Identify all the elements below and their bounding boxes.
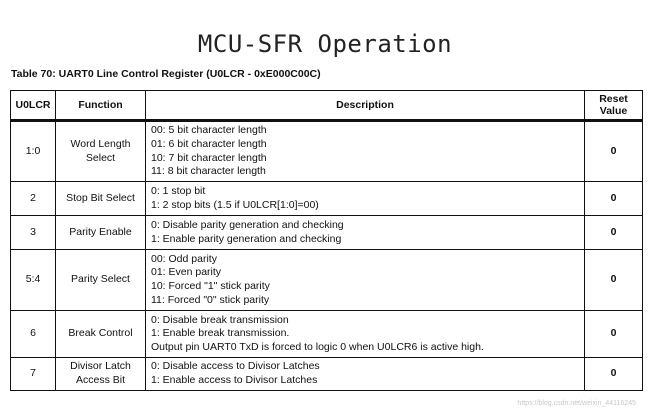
table-header-row bbox=[11, 91, 643, 121]
watermark: https://blog.csdn.net/weixin_44116245 bbox=[517, 400, 636, 407]
description-line: 0: Disable break transmission bbox=[151, 313, 289, 326]
cell-reset-value: 0 bbox=[585, 311, 643, 358]
cell-description bbox=[146, 216, 585, 250]
cell-function: Stop Bit Select bbox=[56, 182, 146, 216]
description-line: 1: Enable break transmission. bbox=[151, 327, 290, 340]
table-caption: Table 70: UART0 Line Control Register (U0LCR - 0xE000C00C) bbox=[11, 68, 321, 80]
header-description: Description bbox=[146, 91, 585, 121]
cell-reset-value: 0 bbox=[585, 250, 643, 311]
cell-description bbox=[146, 311, 585, 358]
header-reset-value bbox=[585, 91, 643, 121]
cell-bits: 2 bbox=[11, 182, 56, 216]
cell-description bbox=[146, 358, 585, 391]
cell-reset-value: 0 bbox=[585, 216, 643, 250]
cell-bits: 3 bbox=[11, 216, 56, 250]
cell-function: Break Control bbox=[56, 311, 146, 358]
cell-description bbox=[146, 121, 585, 182]
description-line: 00: 5 bit character length bbox=[151, 124, 267, 137]
table-row bbox=[11, 250, 643, 311]
slide-title: MCU-SFR Operation bbox=[197, 30, 453, 58]
description-line: 0: Disable parity generation and checking bbox=[151, 218, 344, 231]
cell-function: Word Length Select bbox=[56, 121, 146, 182]
cell-description bbox=[146, 182, 585, 216]
table-row bbox=[11, 216, 643, 250]
cell-reset-value: 0 bbox=[585, 182, 643, 216]
cell-function: Parity Select bbox=[56, 250, 146, 311]
cell-bits: 6 bbox=[11, 311, 56, 358]
description-line: 00: Odd parity bbox=[151, 252, 217, 265]
description-line: 10: 7 bit character length bbox=[151, 151, 267, 164]
cell-reset-value: 0 bbox=[585, 358, 643, 391]
description-line: Output pin UART0 TxD is forced to logic 0 when U0LCR6 is active high. bbox=[151, 340, 484, 353]
description-line: 1: 2 stop bits (1.5 if U0LCR[1:0]=00) bbox=[151, 198, 319, 211]
description-line: 11: 8 bit character length bbox=[151, 165, 266, 178]
description-line: 01: 6 bit character length bbox=[151, 137, 267, 150]
table-row bbox=[11, 121, 643, 182]
header-bits: U0LCR bbox=[11, 91, 56, 121]
description-line: 11: Forced "0" stick parity bbox=[151, 293, 270, 306]
cell-bits: 7 bbox=[11, 358, 56, 391]
cell-bits: 1:0 bbox=[11, 121, 56, 182]
cell-reset-value: 0 bbox=[585, 121, 643, 182]
description-line: 10: Forced "1" stick parity bbox=[151, 280, 270, 292]
header-function: Function bbox=[56, 91, 146, 121]
table-row bbox=[11, 358, 643, 391]
table-row bbox=[11, 311, 643, 358]
description-line: 1: Enable access to Divisor Latches bbox=[151, 374, 318, 386]
table-row bbox=[11, 182, 643, 216]
description-line: 0: 1 stop bit bbox=[151, 184, 206, 197]
description-line: 0: Disable access to Divisor Latches bbox=[151, 360, 320, 373]
register-table bbox=[10, 90, 643, 391]
cell-function: Parity Enable bbox=[56, 216, 146, 250]
header-reset-line1: Reset bbox=[599, 93, 628, 105]
header-reset-line2: Value bbox=[599, 105, 628, 117]
cell-description bbox=[146, 250, 585, 311]
cell-function: Divisor Latch Access Bit bbox=[56, 358, 146, 391]
cell-bits: 5:4 bbox=[11, 250, 56, 311]
description-line: 01: Even parity bbox=[151, 266, 222, 279]
description-line: 1: Enable parity generation and checking bbox=[151, 232, 342, 245]
